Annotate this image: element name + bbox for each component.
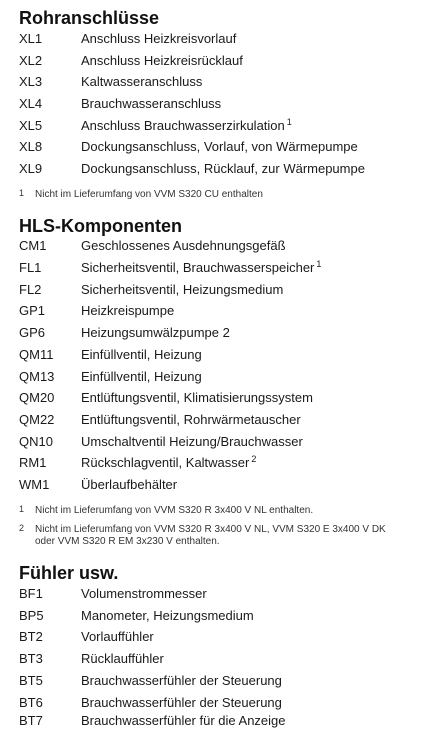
list-item <box>0 160 447 178</box>
list-item <box>0 650 447 668</box>
section-heading-rohranschluesse: Rohranschlüsse <box>19 8 160 28</box>
item-description: Sicherheitsventil, Heizungsmedium <box>81 282 284 297</box>
item-code: XL8 <box>19 139 43 154</box>
list-item <box>0 585 447 603</box>
item-description: Dockungsanschluss, Vorlauf, von Wärmepumpe <box>81 139 358 154</box>
item-code: QN10 <box>19 434 53 449</box>
item-code: XL3 <box>19 74 43 89</box>
list-item <box>0 628 447 646</box>
list-item <box>0 346 447 364</box>
list-item <box>0 476 447 494</box>
item-description: Sicherheitsventil, Brauchwasserspeicher $^1$ <box>81 259 322 275</box>
footnote-ref: 1 <box>286 117 292 127</box>
list-item <box>0 117 447 135</box>
footnote-text: Nicht im Lieferumfang von VVM S320 R 3x400 V NL enthalten. <box>35 505 314 516</box>
list-item <box>0 95 447 113</box>
item-description: Brauchwasserfühler für die Anzeige <box>81 713 286 728</box>
list-item <box>0 389 447 407</box>
item-description: Anschluss Heizkreisvorlauf <box>81 31 237 46</box>
item-description: Vorlauffühler <box>81 629 154 644</box>
footnote-number: 1 <box>19 188 25 198</box>
item-description: Dockungsanschluss, Rücklauf, zur Wärmepumpe <box>81 161 365 176</box>
list-item <box>0 302 447 320</box>
item-code: BT7 <box>19 713 43 728</box>
list-item <box>0 411 447 429</box>
item-code: BT3 <box>19 651 43 666</box>
item-description: Brauchwasseranschluss <box>81 96 222 111</box>
section-heading-fuehler: Fühler usw. <box>19 563 119 583</box>
item-code: GP6 <box>19 325 46 340</box>
item-description: Heizungsumwälzpumpe 2 <box>81 325 230 340</box>
item-description: Anschluss Heizkreisrücklauf <box>81 53 243 68</box>
footnote-number: 2 <box>19 523 25 533</box>
item-code: QM11 <box>19 347 54 362</box>
footnote-ref: 2 <box>251 454 257 464</box>
item-code: XL5 <box>19 118 43 133</box>
footnote-number: 1 <box>19 504 25 514</box>
item-description: Heizkreispumpe <box>81 303 175 318</box>
item-code: QM20 <box>19 390 55 405</box>
list-item <box>0 712 447 730</box>
item-description: Manometer, Heizungsmedium <box>81 608 254 623</box>
item-code: BT6 <box>19 695 43 710</box>
item-code: XL1 <box>19 31 43 46</box>
item-code: FL2 <box>19 282 42 297</box>
item-description: Überlaufbehälter <box>81 477 178 492</box>
item-description: Umschaltventil Heizung/Brauchwasser <box>81 434 303 449</box>
list-item <box>0 30 447 48</box>
item-description: Geschlossenes Ausdehnungsgefäß <box>81 238 286 253</box>
item-code: BP5 <box>19 608 44 623</box>
item-code: GP1 <box>19 303 46 318</box>
footnote-text: Nicht im Lieferumfang von VVM S320 CU enthalten <box>35 189 263 200</box>
item-code: BT5 <box>19 673 43 688</box>
item-description: Anschluss Brauchwasserzirkulation $^1$ <box>81 117 292 133</box>
section-heading-hls-komponenten: HLS-Komponenten <box>19 216 182 236</box>
list-item <box>0 694 447 712</box>
item-description: Entlüftungsventil, Klimatisierungssystem <box>81 390 313 405</box>
item-description: Rücklauffühler <box>81 651 164 666</box>
footnote-text: Nicht im Lieferumfang von VVM S320 R 3x400 V NL, VVM S320 E 3x400 V DK oder VVM S320 R EM 3x230 V enthalten. <box>35 524 386 547</box>
item-description: Einfüllventil, Heizung <box>81 347 202 362</box>
item-description: Brauchwasserfühler der Steuerung <box>81 673 282 688</box>
list-item <box>0 454 447 472</box>
list-item <box>0 672 447 690</box>
list-item <box>0 259 447 277</box>
footnote-ref: 1 <box>316 259 322 269</box>
item-description: Rückschlagventil, Kaltwasser $^2$ <box>81 454 257 470</box>
item-description: Entlüftungsventil, Rohrwärmetauscher <box>81 412 301 427</box>
list-item <box>0 324 447 342</box>
item-code: XL2 <box>19 53 43 68</box>
list-item <box>0 52 447 70</box>
list-item <box>0 368 447 386</box>
list-item <box>0 237 447 255</box>
item-code: XL9 <box>19 161 43 176</box>
item-description: Einfüllventil, Heizung <box>81 369 202 384</box>
list-item <box>0 138 447 156</box>
item-code: RM1 <box>19 455 47 470</box>
item-code: BF1 <box>19 586 43 601</box>
item-description: Volumenstrommesser <box>81 586 207 601</box>
item-code: QM22 <box>19 412 55 427</box>
item-code: BT2 <box>19 629 43 644</box>
list-item <box>0 73 447 91</box>
list-item <box>0 281 447 299</box>
item-description: Brauchwasserfühler der Steuerung <box>81 695 282 710</box>
item-code: FL1 <box>19 260 42 275</box>
item-code: WM1 <box>19 477 50 492</box>
item-code: QM13 <box>19 369 55 384</box>
item-code: CM1 <box>19 238 47 253</box>
list-item <box>0 433 447 451</box>
item-description: Kaltwasseranschluss <box>81 74 203 89</box>
item-code: XL4 <box>19 96 43 111</box>
list-item <box>0 607 447 625</box>
